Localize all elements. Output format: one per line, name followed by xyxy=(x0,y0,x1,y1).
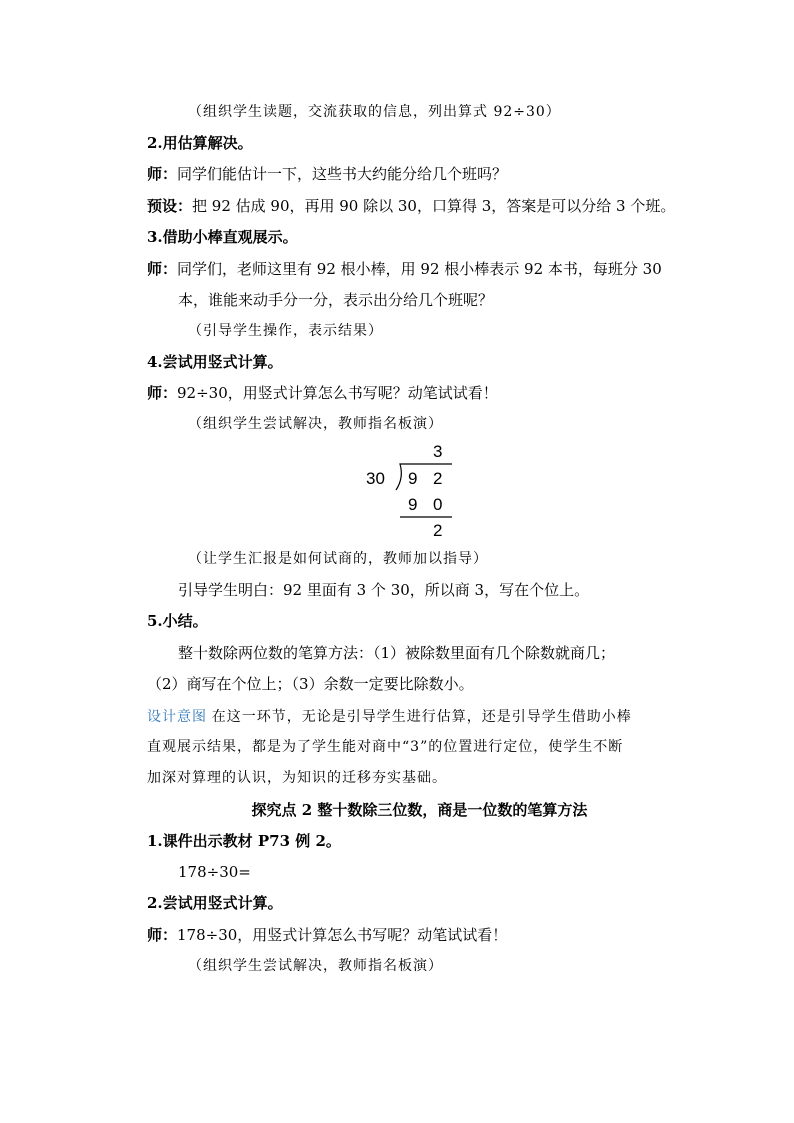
summary-line2: （2）商写在个位上；（3）余数一定要比除数小。 xyxy=(147,675,474,693)
note-guide-operation: （引导学生操作，表示结果） xyxy=(188,323,383,339)
design-intent-line1 xyxy=(147,706,632,727)
section-4-title: 4.尝试用竖式计算。 xyxy=(147,353,283,371)
teacher-sticks-line1 xyxy=(147,259,662,279)
note-list-formula: （组织学生读题，交流获取的信息，列出算式 92÷30） xyxy=(188,104,561,120)
division-quotient: 3 xyxy=(433,442,443,461)
section-5-title: 5.小结。 xyxy=(147,612,208,630)
division-remainder: 2 xyxy=(433,521,443,540)
teacher-question-estimate xyxy=(147,164,507,184)
note-report-trial: （让学生汇报是如何试商的，教师加以指导） xyxy=(188,551,488,567)
example-expression: 178÷30= xyxy=(178,863,251,881)
preset-text: 把 92 估成 90，再用 90 除以 30，口算得 3，答案是可以分给 3 个班。 xyxy=(192,197,676,215)
summary-line1: 整十数除两位数的笔算方法：（1）被除数里面有几个除数就商几； xyxy=(178,644,616,662)
division-product-tens: 9 xyxy=(408,495,418,514)
explore-point-2-heading: 探究点 2 整十数除三位数，商是一位数的笔算方法 xyxy=(251,801,588,819)
preset-label: 预设： xyxy=(147,197,193,215)
explain-quotient-position: 引导学生明白：92 里面有 3 个 30，所以商 3，写在个位上。 xyxy=(178,581,590,599)
teacher-label: 师： xyxy=(147,926,178,944)
long-division-figure xyxy=(360,440,470,550)
design-intent-text: 在这一环节，无论是引导学生进行估算，还是引导学生借助小棒 xyxy=(211,709,632,725)
design-intent-line3: 加深对算理的认识，为知识的迁移夯实基础。 xyxy=(147,770,447,786)
design-intent-tag: 设计意图 xyxy=(147,709,207,725)
teacher-sticks-line2: 本，谁能来动手分一分，表示出分给几个班呢？ xyxy=(178,291,494,309)
explore-step-1-title: 1.课件出示教材 P73 例 2。 xyxy=(147,832,341,850)
note-board-demo-2: （组织学生尝试解决，教师指名板演） xyxy=(188,958,443,974)
division-dividend-ones: 2 xyxy=(433,469,443,488)
teacher-label: 师： xyxy=(147,384,178,402)
teacher-text: 同学们，老师这里有 92 根小棒，用 92 根小棒表示 92 本书，每班分 30 xyxy=(177,260,662,278)
section-2-title: 2.用估算解决。 xyxy=(147,134,253,152)
teacher-label: 师： xyxy=(147,165,178,183)
teacher-vertical-form xyxy=(147,383,498,403)
division-bracket-lines xyxy=(360,440,470,550)
design-intent-line2: 直观展示结果，都是为了学生能对商中“3”的位置进行定位，使学生不断 xyxy=(147,739,624,755)
teacher-label: 师： xyxy=(147,260,178,278)
teacher-vertical-form-2 xyxy=(147,925,507,945)
division-product-ones: 0 xyxy=(433,495,443,514)
explore-step-2-title: 2.尝试用竖式计算。 xyxy=(147,894,283,912)
note-board-demo: （组织学生尝试解决，教师指名板演） xyxy=(188,416,443,432)
teacher-text: 178÷30，用竖式计算怎么书写呢？动笔试试看！ xyxy=(177,926,508,944)
section-3-title: 3.借助小棒直观展示。 xyxy=(147,228,298,246)
preset-answer xyxy=(147,196,675,216)
division-dividend-tens: 9 xyxy=(408,469,418,488)
teacher-text: 92÷30，用竖式计算怎么书写呢？动笔试试看！ xyxy=(177,384,498,402)
teacher-text: 同学们能估计一下，这些书大约能分给几个班吗？ xyxy=(177,165,508,183)
division-divisor: 30 xyxy=(366,469,385,488)
